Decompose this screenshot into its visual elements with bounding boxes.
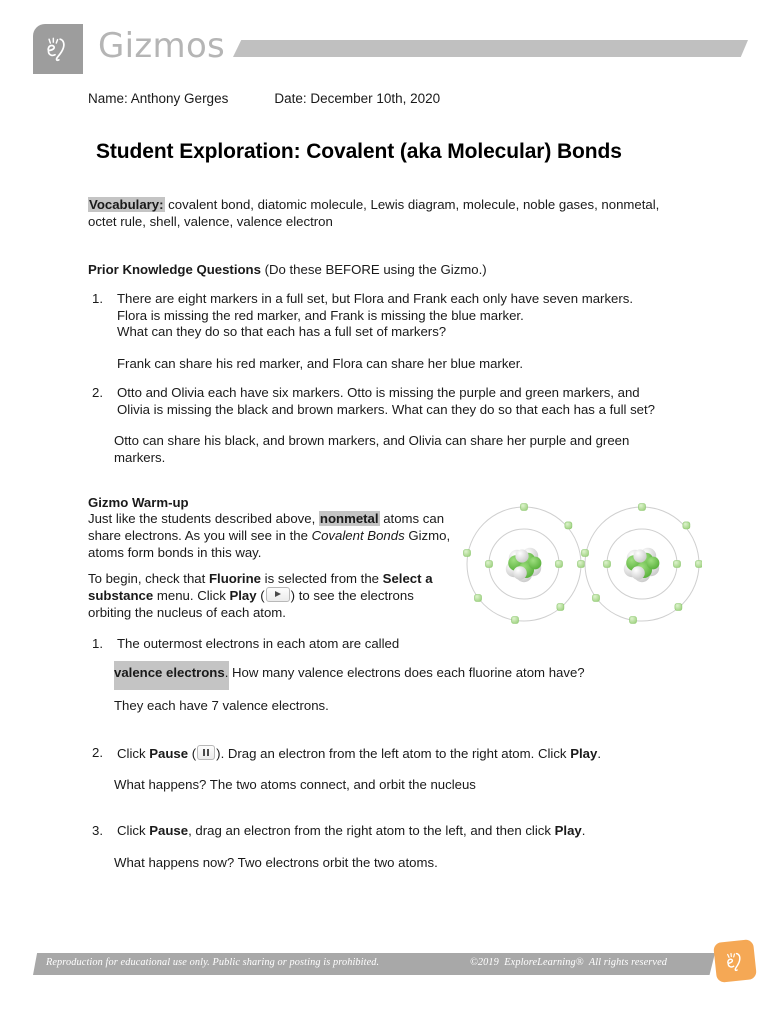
warmup2-paren-open: ( xyxy=(256,588,265,603)
question-3-response: What happens now? Two electrons orbit the two atoms. xyxy=(114,855,438,870)
list-item xyxy=(88,636,688,653)
gizmos-wordmark: Gizmos xyxy=(98,26,226,66)
question-line-1: There are eight markers in a full set, but Flora and Frank each only have seven markers. xyxy=(117,291,634,306)
student-name: Name: Anthony Gerges xyxy=(88,91,229,106)
footer-reproduction-notice: Reproduction for educational use only. Public sharing or posting is prohibited. xyxy=(46,956,380,968)
question-2-response: What happens? The two atoms connect, and orbit the nucleus xyxy=(114,777,476,792)
warmup-text-c: Gizmo, atoms form bonds in this way. xyxy=(88,528,451,560)
play-bold: Play xyxy=(229,588,257,603)
item-number: 2. xyxy=(92,385,103,400)
atoms-svg xyxy=(462,500,702,628)
valence-electrons-answer: valence electrons xyxy=(114,665,225,680)
prior-knowledge-heading-rest: (Do these BEFORE using the Gizmo.) xyxy=(260,262,487,277)
play-bold-2: Play xyxy=(570,746,598,761)
question-2-paren-open: ( xyxy=(188,746,197,761)
question-3-period: . xyxy=(581,823,586,838)
question-2-period: . xyxy=(597,746,601,761)
explorelearning-logo xyxy=(713,939,757,983)
worksheet-date: Date: December 10th, 2020 xyxy=(274,91,441,106)
warmup2-text-c: menu. Click xyxy=(153,588,230,603)
fluorine-atoms-diagram xyxy=(462,500,702,628)
play-bold-3: Play xyxy=(554,823,582,838)
list-item xyxy=(88,291,688,341)
warmup2-text-b: is selected from the xyxy=(261,571,383,586)
play-button-icon[interactable] xyxy=(266,587,290,602)
question-1-followup: . How many valence electrons does each fluorine atom have? xyxy=(224,665,585,680)
warmup2-text-e: ) to see the electrons orbiting the nucleus of each atom. xyxy=(88,588,414,620)
question-1-response: They each have 7 valence electrons. xyxy=(114,698,329,713)
fluorine-bold: Fluorine xyxy=(208,571,261,586)
covalent-bonds-italic: Covalent Bonds xyxy=(311,528,405,543)
pause-bold-3: Pause xyxy=(149,823,189,838)
question-2-text-a: Click xyxy=(117,746,150,761)
question-1 xyxy=(88,636,688,653)
nonmetal-highlight: nonmetal xyxy=(319,511,379,526)
question-line-2: Olivia is missing the black and brown markers. What can they do so that each has a full set? xyxy=(117,401,656,417)
question-2 xyxy=(88,745,688,763)
item-number: 1. xyxy=(92,291,103,306)
el-script-logo-icon xyxy=(41,32,75,66)
prior-question-1 xyxy=(88,291,688,341)
item-number: 2. xyxy=(92,745,103,760)
prior-question-2 xyxy=(88,385,688,418)
question-line-3: What can they do so that each has a full set of markers? xyxy=(117,324,447,340)
list-item xyxy=(88,385,688,418)
gizmo-warmup-paragraph-2 xyxy=(88,570,458,621)
select-a-substance-bold: Select a substance xyxy=(88,571,433,603)
item-number: 3. xyxy=(92,823,103,838)
list-item xyxy=(88,823,688,840)
question-2-text-c: ). Drag an electron from the left atom to the right atom. Click xyxy=(216,746,571,761)
item-number: 1. xyxy=(92,636,103,651)
prior-knowledge-heading-bold: Prior Knowledge Questions xyxy=(88,262,261,277)
page-header xyxy=(0,0,768,80)
gizmos-logo xyxy=(33,24,83,74)
atom-right xyxy=(582,504,703,624)
question-3-text-b: , drag an electron from the right atom to the left, and then click xyxy=(188,823,555,838)
page-title: Student Exploration: Covalent (aka Molecular) Bonds xyxy=(96,140,622,163)
question-3-text-a: Click xyxy=(117,823,150,838)
page-footer xyxy=(0,953,768,993)
pause-button-icon[interactable] xyxy=(197,745,215,760)
prior-answer-2: Otto can share his black, and brown markers, and Olivia can share her purple and green markers. xyxy=(114,433,630,465)
name-date-line xyxy=(88,91,440,106)
gizmo-warmup-heading-text: Gizmo Warm-up xyxy=(88,495,189,510)
prior-answer-1: Frank can share his red marker, and Flora can share her blue marker. xyxy=(117,356,524,371)
header-slant-bar xyxy=(233,40,748,57)
question-3 xyxy=(88,823,688,840)
question-1-prompt: The outermost electrons in each atom are called xyxy=(117,636,400,651)
footer-copyright: ©2019 ExploreLearning® All rights reserved xyxy=(470,956,667,968)
question-line-2: Flora is missing the red marker, and Frank is missing the blue marker. xyxy=(117,307,524,323)
vocabulary-terms: covalent bond, diatomic molecule, Lewis diagram, molecule, noble gases, nonmetal, octet rule, shell, valence, valence electron xyxy=(88,197,660,229)
atom-left xyxy=(464,504,585,624)
gizmo-warmup-paragraph-1 xyxy=(88,510,458,561)
vocabulary-block xyxy=(88,196,688,230)
question-line-1: Otto and Olivia each have six markers. Otto is missing the purple and green markers, and xyxy=(117,385,640,400)
el-script-logo-icon xyxy=(720,946,750,976)
warmup2-text-a: To begin, check that xyxy=(88,571,209,586)
prior-knowledge-heading xyxy=(88,261,688,278)
pause-bold: Pause xyxy=(149,746,189,761)
warmup-text-b: atoms can share electrons. As you will see in the xyxy=(88,511,445,543)
vocabulary-label: Vocabulary: xyxy=(89,197,164,212)
list-item xyxy=(88,745,688,763)
question-1-answer-line xyxy=(114,664,714,681)
warmup-text-a: Just like the students described above, xyxy=(88,511,319,526)
gizmo-warmup-heading xyxy=(88,494,189,511)
